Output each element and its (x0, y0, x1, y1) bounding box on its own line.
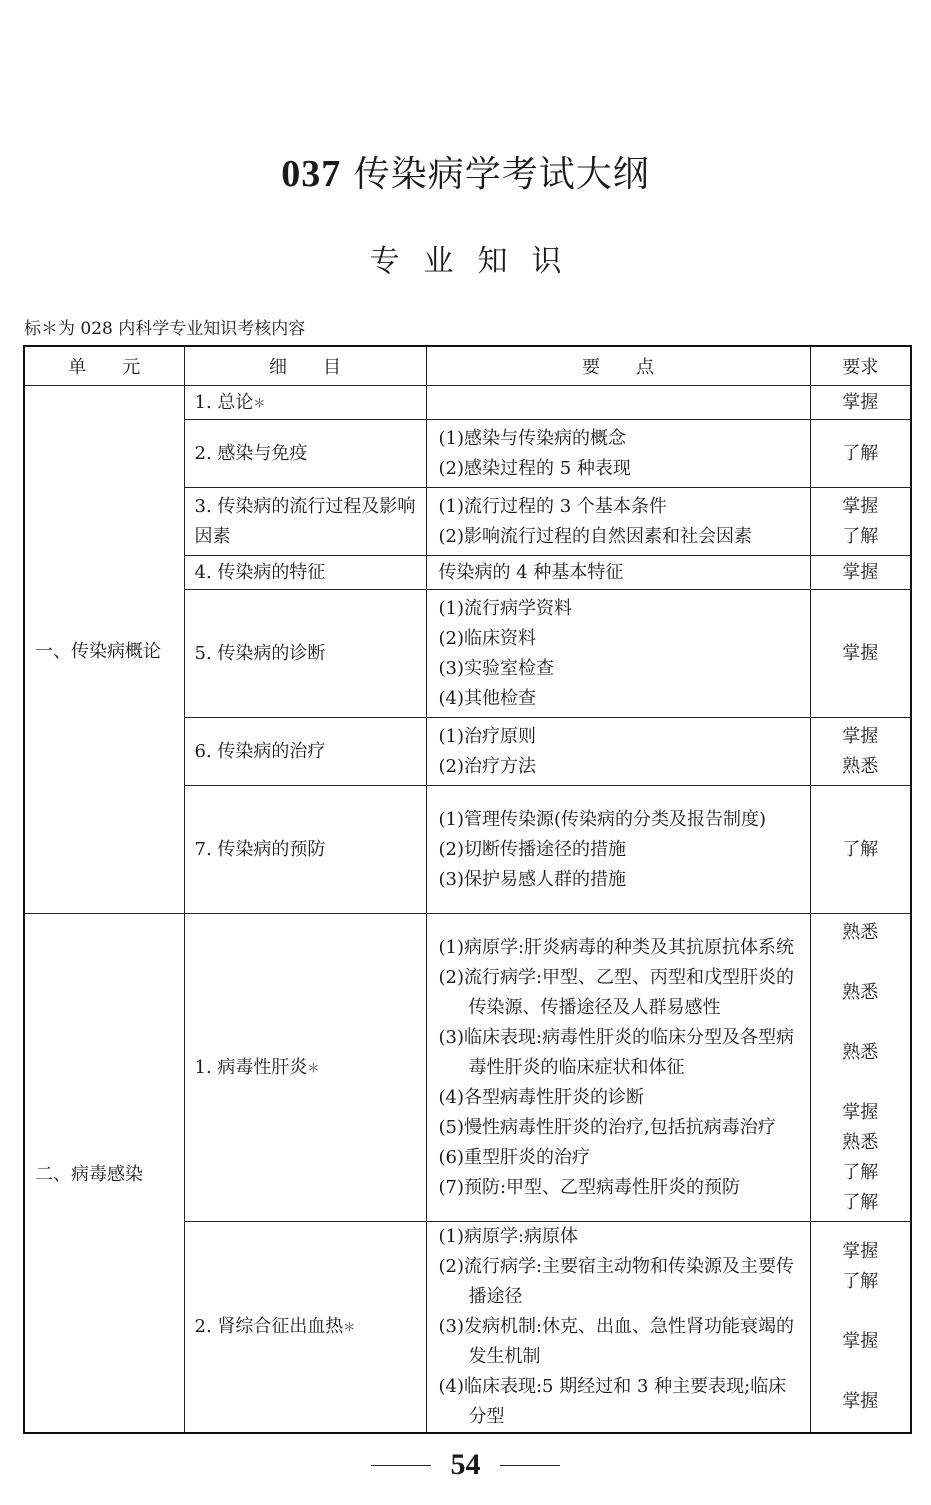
point-line: (1)流行过程的 3 个基本条件 (438, 495, 667, 517)
req-value: 了解 (842, 838, 879, 860)
points-cell (426, 420, 810, 488)
req-value: 熟悉 (842, 921, 879, 943)
req-value: 掌握 (842, 1331, 879, 1352)
req-cell (810, 386, 911, 420)
req-value: 了解 (842, 525, 879, 547)
item-label: 7. 传染病的预防 (194, 838, 326, 860)
point-line: (3)保护易感人群的措施 (438, 868, 626, 890)
point-line: (2)感染过程的 5 种表现 (438, 457, 631, 479)
item-cell (184, 556, 426, 590)
point-line: (4)各型病毒性肝炎的诊断 (438, 1086, 644, 1108)
point-line: (4)其他检查 (438, 687, 536, 709)
point-line: (3)发病机制:休克、出血、急性肾功能衰竭的发生机制 (438, 1316, 795, 1367)
item-cell (184, 488, 426, 556)
points-cell (426, 1222, 810, 1434)
section-subtitle: 专业知识 (369, 244, 586, 279)
item-label: 3. 传染病的流行过程及影响因素 (194, 495, 416, 547)
req-cell (810, 488, 911, 556)
header-points: 要 点 (426, 346, 810, 386)
item-label: 1. 病毒性肝炎 (194, 1056, 308, 1078)
item-cell (184, 590, 426, 718)
point-line: (1)感染与传染病的概念 (438, 427, 626, 449)
req-value: 熟悉 (842, 755, 879, 777)
table-row (24, 386, 911, 420)
points-cell (426, 386, 810, 420)
title-number: 037 (281, 153, 342, 195)
syllabus-table (23, 345, 912, 1434)
point-line: (2)流行病学:主要宿主动物和传染源及主要传播途径 (438, 1256, 795, 1307)
table-body (24, 386, 911, 1434)
note-text: 标＊为 028 内科学专业知识考核内容 (24, 319, 306, 339)
req-value: 了解 (842, 1161, 879, 1183)
item-label: 2. 感染与免疫 (194, 442, 308, 464)
point-line: (2)流行病学:甲型、乙型、丙型和戊型肝炎的传染源、传播途径及人群易感性 (438, 966, 795, 1018)
point-line: (1)流行病学资料 (438, 597, 572, 619)
footer-rule-left (371, 1465, 431, 1466)
item-cell (184, 420, 426, 488)
point-line: (1)管理传染源(传染病的分类及报告制度) (438, 808, 767, 830)
req-value: 熟悉 (842, 981, 879, 1003)
points-cell (426, 556, 810, 590)
header-unit: 单 元 (24, 346, 184, 386)
req-value: 掌握 (842, 1241, 879, 1262)
item-label: 5. 传染病的诊断 (194, 642, 326, 664)
page-title (0, 146, 931, 197)
req-cell (810, 556, 911, 590)
table-header-row (24, 346, 911, 386)
req-cell (810, 718, 911, 786)
point-line: 传染病的 4 种基本特征 (438, 561, 624, 583)
point-line: (6)重型肝炎的治疗 (438, 1146, 590, 1168)
item-cell (184, 386, 426, 420)
req-value: 了解 (842, 1191, 879, 1213)
page-number: 54 (450, 1448, 481, 1481)
point-line: (2)临床资料 (438, 627, 536, 649)
point-line: (5)慢性病毒性肝炎的治疗,包括抗病毒治疗 (438, 1116, 776, 1138)
point-line: (2)治疗方法 (438, 755, 536, 777)
point-line: (1)病原学:病原体 (438, 1226, 579, 1247)
req-value: 了解 (842, 442, 879, 464)
header-item: 细 目 (184, 346, 426, 386)
point-line: (2)影响流行过程的自然因素和社会因素 (438, 525, 752, 547)
req-value: 熟悉 (842, 1041, 879, 1063)
points-cell (426, 786, 810, 914)
req-value: 掌握 (842, 725, 879, 747)
req-value: 掌握 (842, 495, 879, 517)
item-cell (184, 1222, 426, 1434)
item-cell (184, 786, 426, 914)
req-value: 掌握 (842, 561, 879, 583)
point-line: (1)治疗原则 (438, 725, 536, 747)
points-cell (426, 590, 810, 718)
req-cell (810, 786, 911, 914)
req-value: 掌握 (842, 1391, 879, 1412)
title-text: 传染病学考试大纲 (353, 154, 650, 195)
req-value: 掌握 (842, 1101, 879, 1123)
item-label: 1. 总论 (194, 391, 254, 413)
item-label: 2. 肾综合征出血热 (194, 1316, 344, 1337)
point-line: (1)病原学:肝炎病毒的种类及其抗原抗体系统 (438, 936, 795, 958)
req-value: 熟悉 (842, 1131, 879, 1153)
star-marker: ＊ (307, 1060, 320, 1075)
item-label: 6. 传染病的治疗 (194, 740, 326, 762)
header-req: 要求 (810, 346, 911, 386)
page-footer (0, 1448, 931, 1482)
point-line: (3)实验室检查 (438, 657, 554, 679)
point-line: (4)临床表现:5 期经过和 3 种主要表现;临床分型 (438, 1376, 787, 1427)
point-line: (2)切断传播途径的措施 (438, 838, 626, 860)
point-line: (3)临床表现:病毒性肝炎的临床分型及各型病毒性肝炎的临床症状和体征 (438, 1026, 795, 1078)
req-value: 掌握 (842, 391, 879, 413)
points-cell (426, 914, 810, 1222)
req-value: 掌握 (842, 642, 879, 664)
points-cell (426, 488, 810, 556)
req-cell (810, 1222, 911, 1434)
footer-rule-right (500, 1465, 560, 1466)
item-cell (184, 914, 426, 1222)
req-cell (810, 420, 911, 488)
req-value: 了解 (842, 1271, 879, 1292)
star-marker: ＊ (343, 1320, 356, 1334)
points-cell (426, 718, 810, 786)
point-line: (7)预防:甲型、乙型病毒性肝炎的预防 (438, 1176, 741, 1198)
req-cell (810, 914, 911, 1222)
item-label: 4. 传染病的特征 (194, 561, 326, 583)
star-marker: ＊ (253, 395, 266, 410)
unit-cell: 二、病毒感染 (24, 914, 184, 1434)
table-row (24, 914, 911, 1222)
unit-cell: 一、传染病概论 (24, 386, 184, 914)
req-cell (810, 590, 911, 718)
item-cell (184, 718, 426, 786)
